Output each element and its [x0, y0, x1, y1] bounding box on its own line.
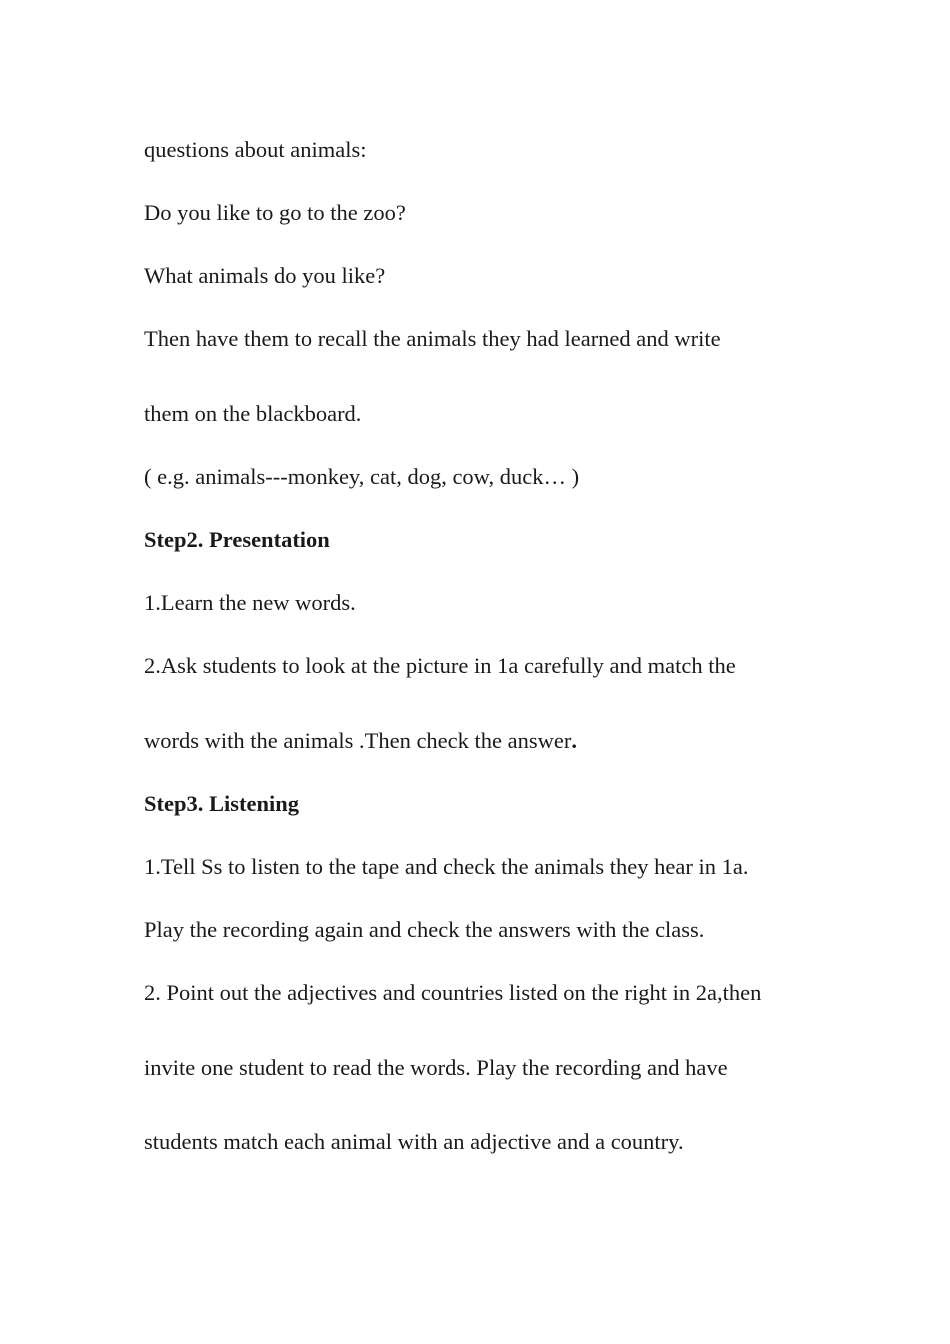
text-line: questions about animals: — [144, 137, 367, 162]
text-line: 1.Learn the new words. — [144, 590, 356, 615]
step3-heading: Step3. Listening — [144, 791, 300, 816]
text-line: Play the recording again and check the answers with the class. — [144, 917, 705, 942]
text-line: 2.Ask students to look at the picture in 1a carefully and match the — [144, 653, 736, 678]
text-line: Then have them to recall the animals they had learned and write — [144, 326, 721, 351]
text-line: ( e.g. animals---monkey, cat, dog, cow, duck… ) — [144, 464, 580, 489]
step2-heading: Step2. Presentation — [144, 527, 330, 552]
text-line: Do you like to go to the zoo? — [144, 200, 406, 225]
text-segment-bold: . — [571, 728, 577, 753]
text-line: 2. Point out the adjectives and countries listed on the right in 2a,then — [144, 980, 762, 1005]
text-line: invite one student to read the words. Play the recording and have — [144, 1055, 728, 1080]
text-line: students match each animal with an adjective and a country. — [144, 1129, 684, 1154]
text-line: What animals do you like? — [144, 263, 386, 288]
text-line: them on the blackboard. — [144, 401, 362, 426]
text-line — [144, 727, 577, 755]
text-line: 1.Tell Ss to listen to the tape and check the animals they hear in 1a. — [144, 854, 749, 879]
text-segment: words with the animals .Then check the answer — [144, 728, 572, 753]
